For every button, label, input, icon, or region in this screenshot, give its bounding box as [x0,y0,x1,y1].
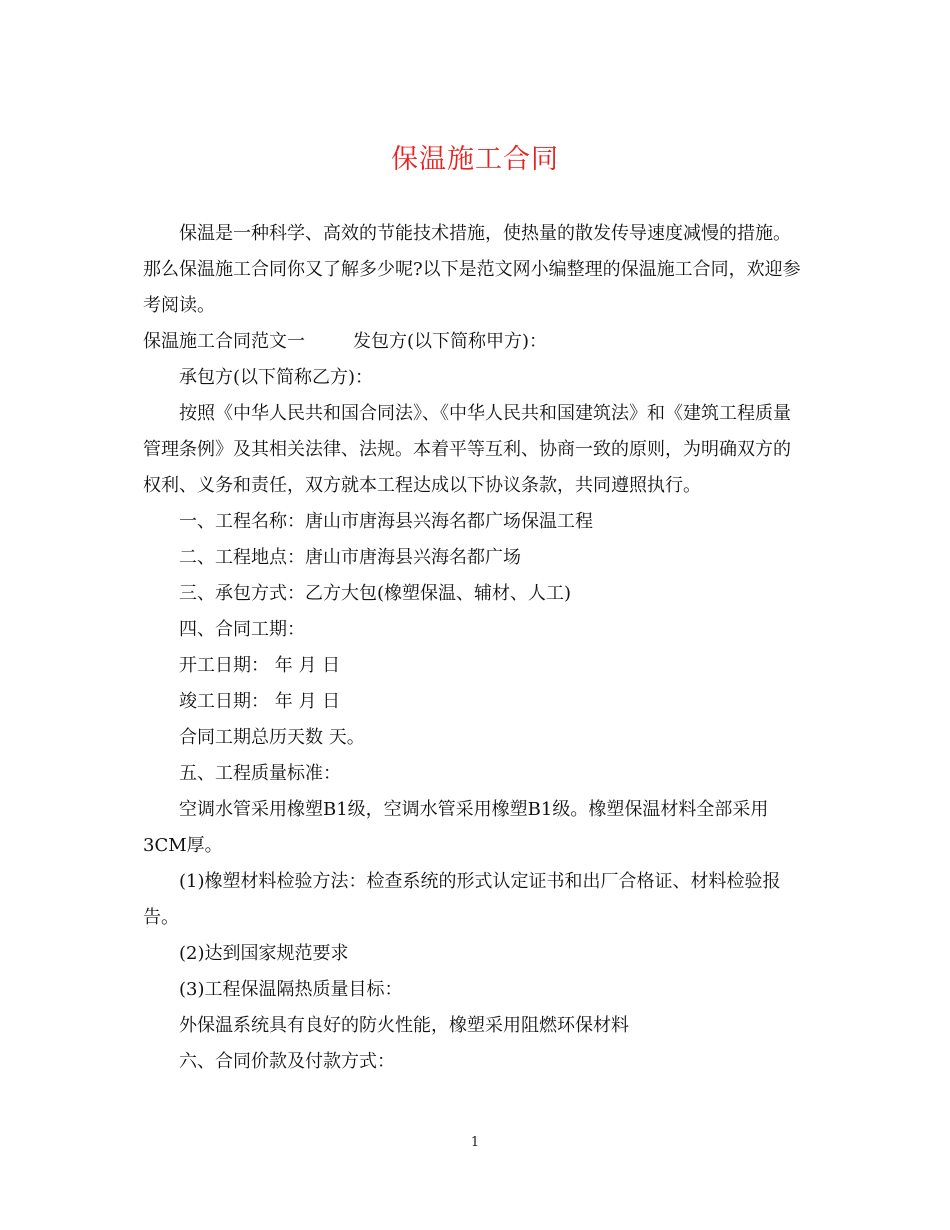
national-spec-line: (2)达到国家规范要求 [179,943,349,964]
fire-performance-line: 外保温系统具有良好的防火性能，橡塑采用阻燃环保材料 [179,1015,629,1036]
inspection-method-paragraph: (1)橡塑材料检验方法：检查系统的形式认定证书和出厂合格证、材料检验报告。 [143,871,781,928]
basis-paragraph: 按照《中华人民共和国合同法》、《中华人民共和国建筑法》和《建筑工程质量管理条例》及其相关法律、法规。本着平等互利、协商一致的原则，为明确双方的权利、义务和责任，双方就本工程达成以下协议条款，共同遵照执行。 [143,403,791,496]
page-number: 1 [470,1135,480,1150]
quality-standard-item: 五、工程质量标准： [179,763,341,784]
sample-heading: 保温施工合同范文一 [143,331,305,352]
project-location-item: 二、工程地点：唐山市唐海县兴海名都广场 [179,547,521,568]
intro-paragraph: 保温是一种科学、高效的节能技术措施，使热量的散发传导速度减慢的措施。那么保温施工合同你又了解多少呢?以下是范文网小编整理的保温施工合同，欢迎参考阅读。 [143,223,801,316]
payment-item: 六、合同价款及付款方式： [179,1051,395,1072]
party-a-label: 发包方(以下简称甲方)： [353,331,548,352]
total-days-line: 合同工期总历天数 天。 [179,727,365,748]
party-b-label: 承包方(以下简称乙方)： [179,367,374,388]
start-date-line: 开工日期： 年 月 日 [179,655,341,676]
material-standard-paragraph: 空调水管采用橡塑B1级，空调水管采用橡塑B1级。橡塑保温材料全部采用3CM厚。 [143,799,769,856]
contract-period-item: 四、合同工期： [179,619,305,640]
sample-heading-line [143,324,808,360]
contract-mode-item: 三、承包方式：乙方大包(橡塑保温、辅材、人工) [179,583,572,604]
document-title: 保温施工合同 [391,144,559,175]
end-date-line: 竣工日期： 年 月 日 [179,691,341,712]
document-body [143,216,808,1080]
quality-target-line: (3)工程保温隔热质量目标： [179,979,403,1000]
project-name-item: 一、工程名称：唐山市唐海县兴海名都广场保温工程 [179,511,593,532]
